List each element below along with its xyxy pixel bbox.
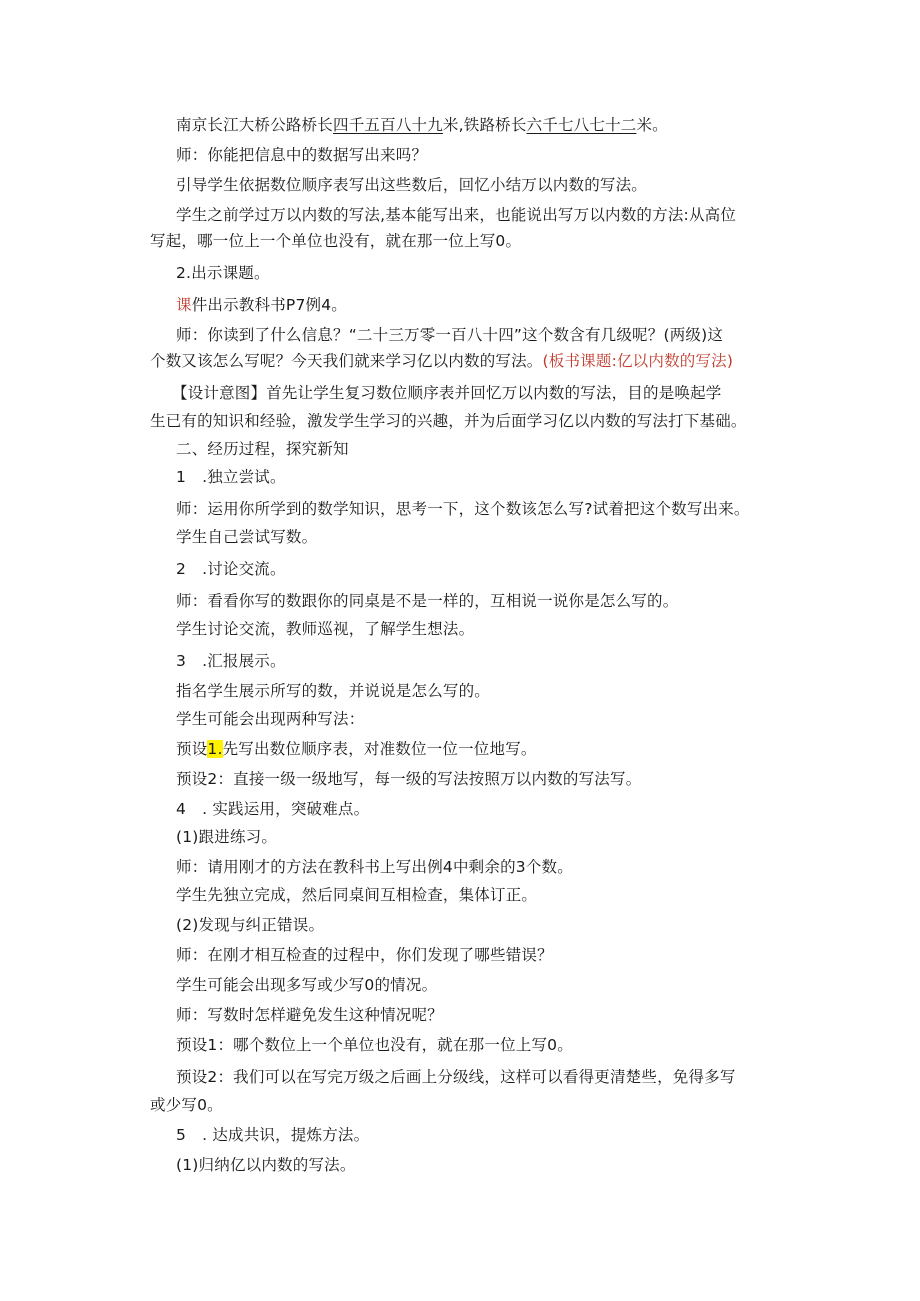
text: .汇报展示。	[202, 652, 286, 670]
section-heading: 二、经历过程，探究新知	[176, 440, 349, 458]
text: 米,铁路桥长	[442, 116, 527, 134]
teacher-line: 师：写数时怎样避免发生这种情况呢？	[176, 1006, 443, 1024]
text-line: 预设2：我们可以在写完万级之后画上分级线，这样可以看得更清楚些，免得多写	[176, 1068, 736, 1086]
text: .独立尝试。	[202, 468, 286, 486]
sub-heading: (2)发现与纠正错误。	[176, 916, 325, 934]
teacher-line: 师：看看你写的数跟你的同桌是不是一样的，互相说一说你是怎么写的。	[176, 592, 679, 610]
text-line: 或少写0。	[150, 1096, 223, 1114]
teacher-line: 师：请用刚才的方法在教科书上写出例4中剩余的3个数。	[176, 858, 573, 876]
step-heading	[176, 558, 286, 580]
text: 件出示教科书P7例4。	[191, 296, 347, 314]
text-line	[176, 738, 537, 760]
text: 米。	[636, 116, 668, 134]
highlighted-number: 1.	[207, 740, 223, 758]
step-number: 3	[176, 652, 187, 670]
teacher-line: 师：你读到了什么信息？“二十三万零一百八十四”这个数含有几级呢？(两级)这	[176, 326, 724, 344]
text-line: 生已有的知识和经验，激发学生学习的兴趣，并为后面学习亿以内数的写法打下基础。	[150, 412, 747, 430]
text-line: 学生可能会出现多写或少写0的情况。	[176, 976, 438, 994]
text: 个数又该怎么写呢？今天我们就来学习亿以内数的写法。	[150, 352, 543, 370]
teacher-line: 师：在刚才相互检查的过程中，你们发现了哪些错误？	[176, 946, 553, 964]
text-line	[150, 350, 733, 372]
text-line: 学生自己尝试写数。	[176, 528, 318, 546]
text: .讨论交流。	[202, 560, 286, 578]
teacher-line: 师：运用你所学到的数学知识，思考一下，这个数该怎么写?试着把这个数写出来。	[176, 500, 750, 518]
text: 南京长江大桥公路桥长	[176, 116, 334, 134]
text-line: 写起，哪一位上一个单位也没有，就在那一位上写0。	[150, 232, 522, 250]
text-line: 学生讨论交流，教师巡视，了解学生想法。	[176, 620, 475, 638]
sub-heading: (1)跟进练习。	[176, 828, 278, 846]
section-heading: 2.出示课题。	[176, 264, 270, 282]
text-line: 学生先独立完成，然后同桌间互相检查，集体订正。	[176, 886, 538, 904]
paragraph-bridge-info	[176, 114, 668, 136]
step-heading	[176, 1124, 369, 1146]
text-line: 学生可能会出现两种写法：	[176, 710, 365, 728]
text-line: 引导学生依据数位顺序表写出这些数后，回忆小结万以内数的写法。	[176, 176, 648, 194]
step-number: 1	[176, 468, 187, 486]
text-line	[176, 294, 347, 316]
design-intent: 【设计意图】首先让学生复习数位顺序表并回忆万以内数的写法，目的是唤起学	[172, 384, 722, 402]
step-heading	[176, 466, 286, 488]
underlined-number-railway: 六千七八七十二	[526, 116, 637, 134]
underlined-number-highway: 四千五百八十九	[333, 116, 443, 134]
step-number: 5	[176, 1126, 187, 1144]
board-title-note: (板书课题:亿以内数的写法)	[542, 352, 734, 370]
step-heading	[176, 650, 286, 672]
text: 先写出数位顺序表，对准数位一位一位地写。	[222, 740, 537, 758]
text-line: 指名学生展示所写的数，并说说是怎么写的。	[176, 682, 491, 700]
step-number: 4	[176, 800, 187, 818]
text-line: 学生之前学过万以内数的写法,基本能写出来，也能说出写万以内数的方法:从高位	[176, 206, 737, 224]
step-heading	[176, 798, 369, 820]
teacher-line: 师：你能把信息中的数据写出来吗？	[176, 146, 428, 164]
text-line: 预设2：直接一级一级地写，每一级的写法按照万以内数的写法写。	[176, 770, 642, 788]
red-char: 课	[176, 296, 192, 314]
step-number: 2	[176, 560, 187, 578]
text: . 实践运用，突破难点。	[202, 800, 370, 818]
text: . 达成共识，提炼方法。	[202, 1126, 370, 1144]
sub-heading: (1)归纳亿以内数的写法。	[176, 1156, 356, 1174]
text-line: 预设1：哪个数位上一个单位也没有，就在那一位上写0。	[176, 1036, 573, 1054]
text: 预设	[176, 740, 208, 758]
